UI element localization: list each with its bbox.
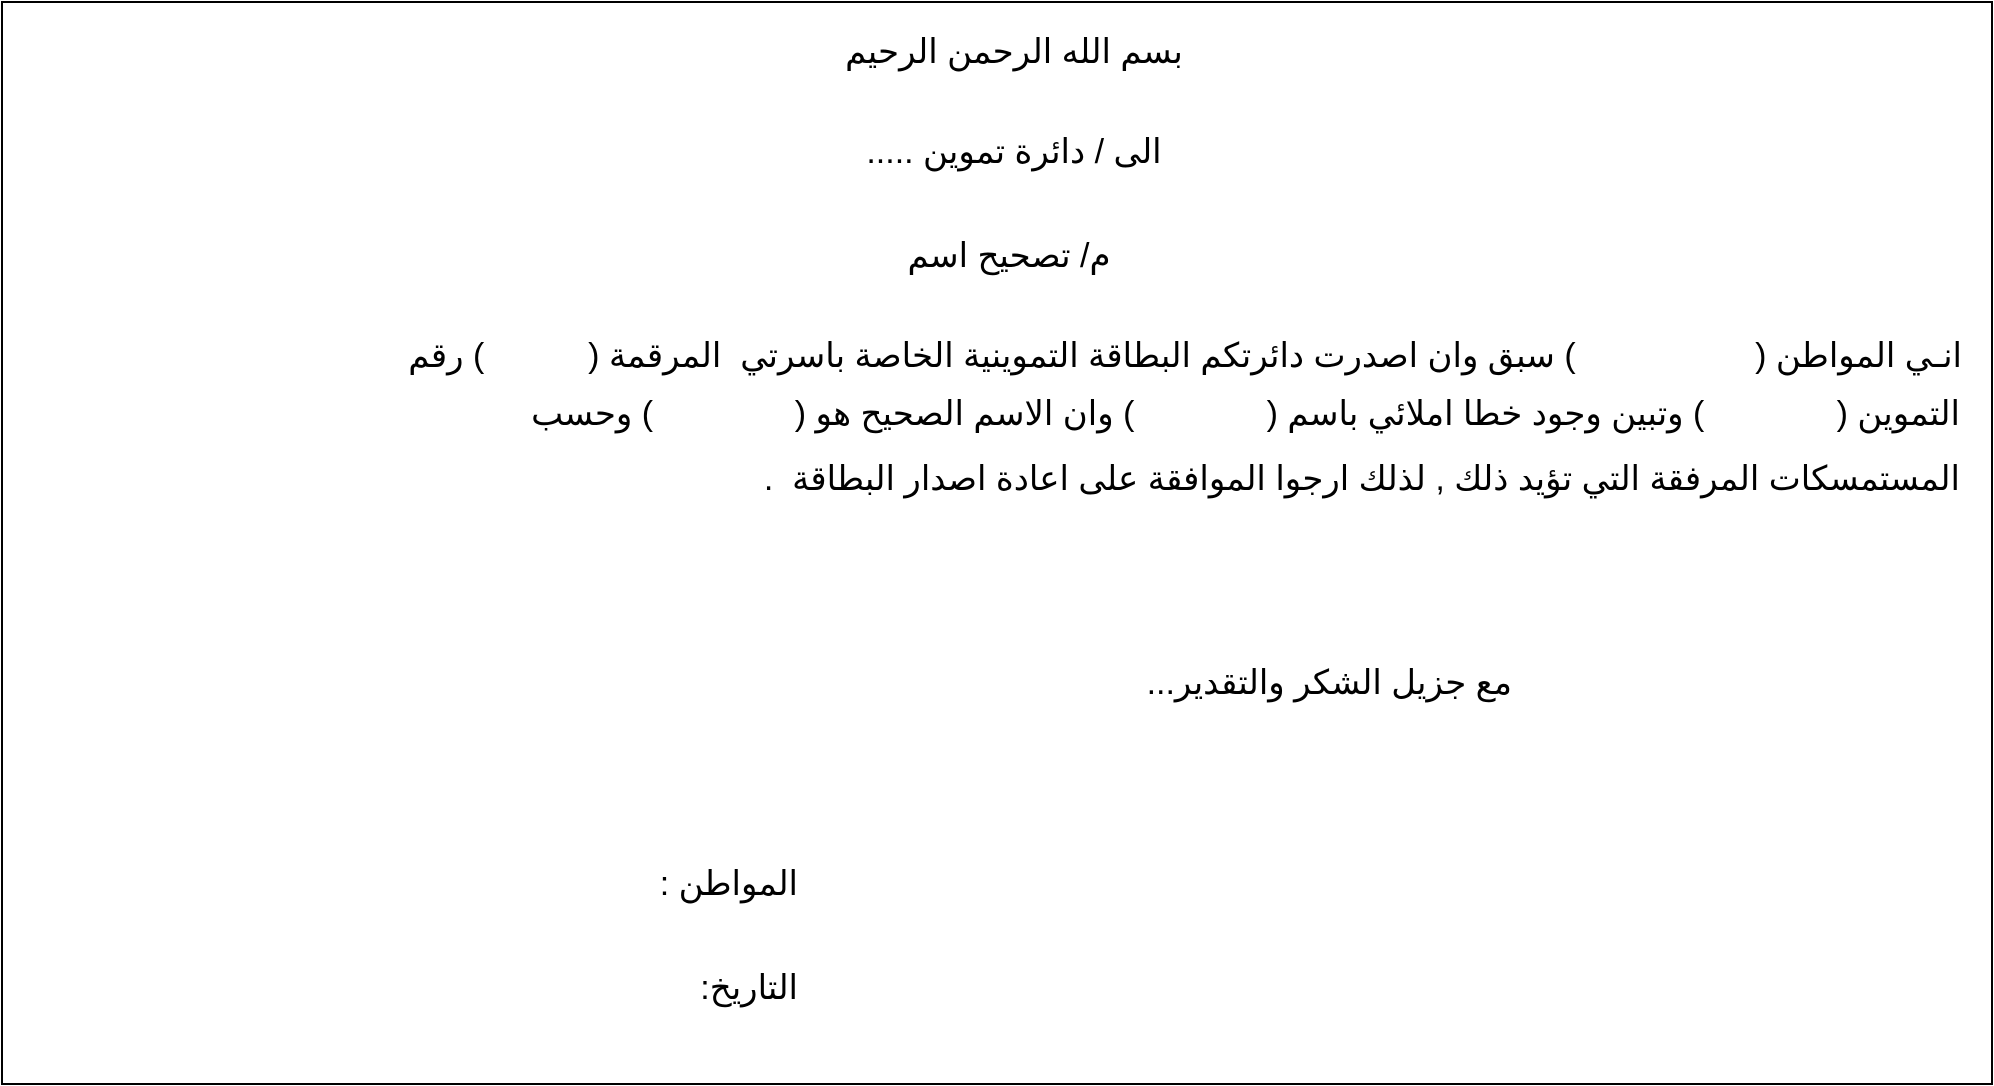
basmala-heading: بسم الله الرحمن الرحيم (845, 33, 1183, 71)
body-line-1: انـي المواطن ( ) سبق وان اصدرت دائرتكم البطاقة التموينية الخاصة باسرتي المرقمة ( ) رقم (408, 337, 1962, 375)
closing-line: مع جزيل الشكر والتقدير... (1146, 664, 1512, 702)
subject-line: م/ تصحيح اسم (907, 237, 1111, 275)
body-line-2: التموين ( ) وتبين وجود خطا املائي باسم ( ) وان الاسم الصحيح هو ( ) وحسب (531, 395, 1960, 433)
body-line-3: المستمسكات المرفقة التي تؤيد ذلك , لذلك ارجوا الموافقة على اعادة اصدار البطاقة . (763, 460, 1960, 498)
date-label: التاريخ: (700, 969, 798, 1007)
signature-label: المواطن : (659, 865, 798, 903)
addressee-line: الى / دائرة تموين ..... (866, 133, 1162, 171)
